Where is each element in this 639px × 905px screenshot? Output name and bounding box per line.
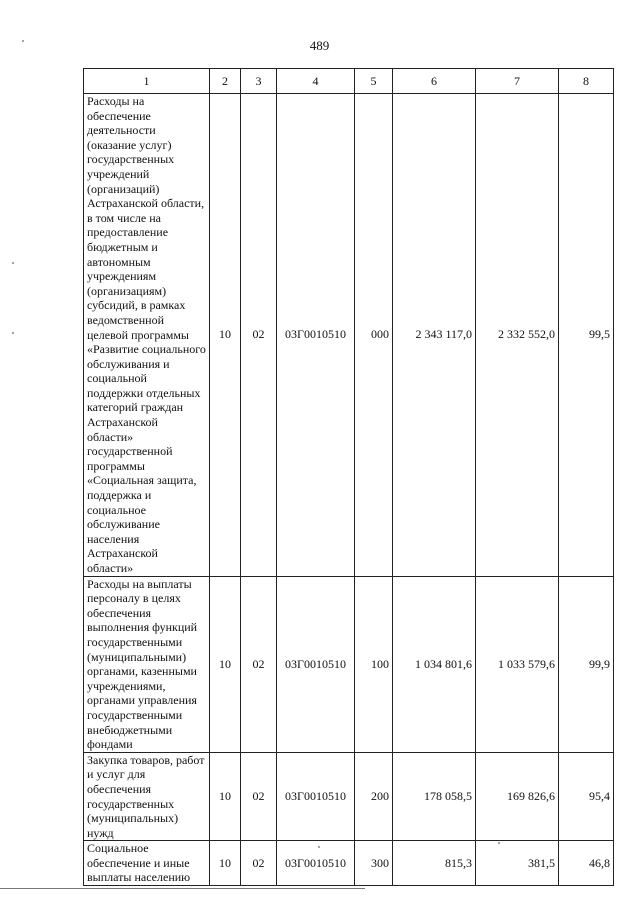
scan-speck bbox=[22, 40, 24, 42]
table-row bbox=[84, 94, 614, 577]
execution-percent: 46,8 bbox=[559, 841, 614, 886]
executed-amount: 1 033 579,6 bbox=[476, 576, 559, 752]
executed-amount: 381,5 bbox=[476, 841, 559, 886]
column-header: 8 bbox=[559, 69, 614, 94]
approved-amount: 815,3 bbox=[393, 841, 476, 886]
column-header: 7 bbox=[476, 69, 559, 94]
column-header: 5 bbox=[355, 69, 393, 94]
section-code: 10 bbox=[210, 752, 241, 841]
scan-speck bbox=[498, 842, 500, 844]
scan-speck bbox=[12, 262, 14, 264]
target-article-code: 03Г0010510 bbox=[277, 841, 355, 886]
approved-amount: 178 058,5 bbox=[393, 752, 476, 841]
expense-type-code: 000 bbox=[355, 94, 393, 577]
expense-description: Социальное обеспечение и иные выплаты населению bbox=[84, 841, 210, 886]
target-article-code: 03Г0010510 bbox=[277, 576, 355, 752]
column-header: 2 bbox=[210, 69, 241, 94]
target-article-code: 03Г0010510 bbox=[277, 94, 355, 577]
scan-edge-line bbox=[0, 888, 365, 889]
subsection-code: 02 bbox=[241, 94, 277, 577]
expense-description: Расходы на выплаты персоналу в целях обеспечения выполнения функций государственными (муниципальными) органами, казенными учреждениями, органами управления государственными внебюджетными фондами bbox=[84, 576, 210, 752]
table-row bbox=[84, 576, 614, 752]
budget-table bbox=[83, 68, 614, 886]
approved-amount: 1 034 801,6 bbox=[393, 576, 476, 752]
execution-percent: 95,4 bbox=[559, 752, 614, 841]
expense-type-code: 100 bbox=[355, 576, 393, 752]
table-row bbox=[84, 752, 614, 841]
expense-type-code: 200 bbox=[355, 752, 393, 841]
subsection-code: 02 bbox=[241, 752, 277, 841]
section-code: 10 bbox=[210, 94, 241, 577]
column-header: 4 bbox=[277, 69, 355, 94]
column-header: 3 bbox=[241, 69, 277, 94]
expense-description: Закупка товаров, работ и услуг для обеспечения государственных (муниципальных) нужд bbox=[84, 752, 210, 841]
scan-speck bbox=[12, 332, 14, 334]
scan-speck bbox=[318, 846, 320, 848]
executed-amount: 169 826,6 bbox=[476, 752, 559, 841]
section-code: 10 bbox=[210, 841, 241, 886]
executed-amount: 2 332 552,0 bbox=[476, 94, 559, 577]
page-number: 489 bbox=[309, 38, 330, 53]
table-row bbox=[84, 841, 614, 886]
subsection-code: 02 bbox=[241, 576, 277, 752]
target-article-code: 03Г0010510 bbox=[277, 752, 355, 841]
section-code: 10 bbox=[210, 576, 241, 752]
column-header: 1 bbox=[84, 69, 210, 94]
approved-amount: 2 343 117,0 bbox=[393, 94, 476, 577]
expense-description: Расходы на обеспечение деятельности (оказание услуг) государственных учреждений (организаций) Астраханской области, в том числе на предоставление бюджетным и автономным учреждениям (организациям) субсидий, в рамках ведомственной целевой программы «Развитие социального обслуживания и социальной поддержки отдельных категорий граждан Астраханской области» государственной программы «Социальная защита, поддержка и социальное обслуживание населения Астраханской области» bbox=[84, 94, 210, 577]
execution-percent: 99,9 bbox=[559, 576, 614, 752]
execution-percent: 99,5 bbox=[559, 94, 614, 577]
header-row bbox=[84, 69, 614, 94]
column-header: 6 bbox=[393, 69, 476, 94]
subsection-code: 02 bbox=[241, 841, 277, 886]
expense-type-code: 300 bbox=[355, 841, 393, 886]
